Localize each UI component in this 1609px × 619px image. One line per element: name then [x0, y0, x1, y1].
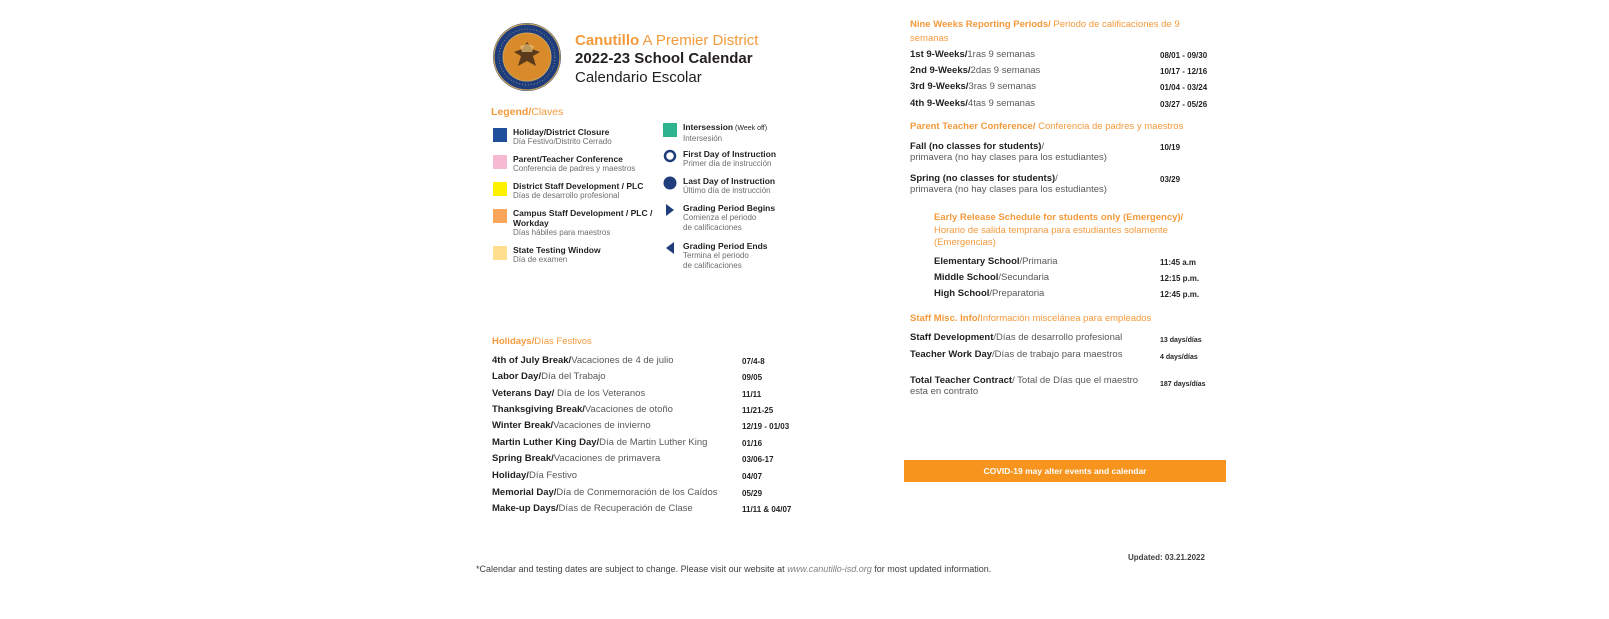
holiday-row: Martin Luther King Day/Día de Martin Luther King — [492, 437, 708, 448]
holiday-row: Labor Day/Día del Trabajo — [492, 371, 606, 382]
holiday-row: Make-up Days/Días de Recuperación de Clase — [492, 503, 693, 514]
ptc-title: Parent Teacher Conference/ Conferencia de padres y maestros — [910, 121, 1184, 132]
website-link[interactable]: www.canutillo-isd.org — [787, 564, 872, 574]
district-tagline: A Premier District — [639, 32, 759, 49]
nine-weeks-title-cont: semanas — [910, 33, 949, 44]
pink-square-icon — [493, 155, 507, 169]
nine-weeks-dates: 03/27 - 05/26 — [1160, 100, 1208, 109]
holiday-row: Memorial Day/Día de Conmemoración de los Caídos — [492, 487, 718, 498]
legend-item-campus-staff-dev: Campus Staff Development / PLC / Workday Días hábiles para maestros — [493, 208, 663, 238]
holiday-row: 4th of July Break/Vacaciones de 4 de julio — [492, 355, 674, 366]
ptc-row-spring: Spring (no classes for students)/ primavera (no hay clases para los estudiantes) — [910, 173, 1107, 195]
nine-weeks-row: 3rd 9-Weeks/3ras 9 semanas — [910, 81, 1037, 92]
holiday-date: 05/29 — [742, 489, 763, 498]
covid-notice-bar — [904, 460, 1226, 482]
teal-square-icon — [663, 123, 677, 137]
holidays-title: Holidays/Días Festivos — [492, 336, 592, 347]
holiday-date: 03/06-17 — [742, 455, 774, 464]
staff-misc-row: Teacher Work Day/Días de trabajo para maestros — [910, 349, 1123, 360]
light-yellow-square-icon — [493, 246, 507, 260]
legend-item-state-testing: State Testing Window Día de examen — [493, 245, 653, 265]
legend-item-district-staff-dev: District Staff Development / PLC Días de desarrollo profesional — [493, 181, 653, 201]
yellow-square-icon — [493, 182, 507, 196]
calendar-title: 2022-23 School Calendar — [575, 50, 753, 67]
legend-item-parent-teacher: Parent/Teacher Conference Conferencia de padres y maestros — [493, 154, 653, 174]
nine-weeks-row: 4th 9-Weeks/4tas 9 semanas — [910, 98, 1035, 109]
holiday-date: 07/4-8 — [742, 357, 765, 366]
district-seal-logo — [492, 22, 562, 92]
holiday-row: Thanksgiving Break/Vacaciones de otoño — [492, 404, 673, 415]
staff-misc-value: 4 days/días — [1160, 354, 1198, 361]
nine-weeks-row: 1st 9-Weeks/1ras 9 semanas — [910, 49, 1035, 60]
orange-square-icon — [493, 209, 507, 223]
nine-weeks-row: 2nd 9-Weeks/2das 9 semanas — [910, 65, 1041, 76]
nine-weeks-title: Nine Weeks Reporting Periods/ Periodo de calificaciones de 9 — [910, 19, 1180, 30]
teacher-contract-value: 187 days/días — [1160, 381, 1206, 388]
updated-date: Updated: 03.21.2022 — [1128, 553, 1205, 562]
holiday-date: 11/11 & 04/07 — [742, 505, 792, 514]
calendar-subtitle: Calendario Escolar — [575, 69, 702, 86]
holiday-row: Spring Break/Vacaciones de primavera — [492, 453, 661, 464]
staff-misc-title: Staff Misc. Info/Información miscelánea para empleados — [910, 313, 1152, 324]
ptc-row-fall: Fall (no classes for students)/ primavera (no hay clases para los estudiantes) — [910, 141, 1107, 163]
legend-item-grading-ends: Grading Period Ends Termina el periodo de calificaciones — [663, 241, 823, 271]
early-release-row: High School/Preparatoria — [934, 288, 1045, 299]
solid-circle-icon — [663, 176, 677, 190]
ptc-date-fall: 10/19 — [1160, 143, 1181, 152]
holiday-date: 12/19 - 01/03 — [742, 422, 790, 431]
ptc-date-spring: 03/29 — [1160, 175, 1181, 184]
nine-weeks-dates: 01/04 - 03/24 — [1160, 83, 1208, 92]
early-release-time: 11:45 a.m — [1160, 258, 1197, 267]
staff-misc-value: 13 days/días — [1160, 337, 1202, 344]
early-release-title-es2: (Emergencias) — [934, 237, 996, 248]
holiday-row: Winter Break/Vacaciones de invierno — [492, 420, 651, 431]
holiday-date: 11/21-25 — [742, 406, 774, 415]
teacher-contract-row: Total Teacher Contract/ Total de Días que el maestro esta en contrato — [910, 375, 1139, 397]
early-release-row: Middle School/Secundaria — [934, 272, 1050, 283]
legend-item-holiday: Holiday/District Closure Día Festivo/Distrito Cerrado — [493, 127, 653, 147]
holiday-date: 09/05 — [742, 373, 763, 382]
nine-weeks-dates: 08/01 - 09/30 — [1160, 51, 1208, 60]
legend-item-last-day: Last Day of Instruction Último día de instrucción — [663, 176, 823, 196]
left-triangle-icon — [663, 241, 677, 255]
nine-weeks-dates: 10/17 - 12/16 — [1160, 67, 1208, 76]
holiday-date: 01/16 — [742, 439, 763, 448]
holiday-date: 11/11 — [742, 390, 762, 399]
holiday-row: Holiday/Día Festivo — [492, 470, 577, 481]
navy-square-icon — [493, 128, 507, 142]
holiday-row: Veterans Day/ Día de los Veteranos — [492, 388, 646, 399]
early-release-time: 12:45 p.m. — [1160, 290, 1200, 299]
early-release-title: Early Release Schedule for students only (Emergency)/ — [934, 212, 1184, 223]
staff-misc-row: Staff Development/Días de desarrollo profesional — [910, 332, 1123, 343]
early-release-time: 12:15 p.m. — [1160, 274, 1200, 283]
district-name: Canutillo — [575, 32, 640, 49]
legend-item-grading-begins: Grading Period Begins Comienza el periodo de calificaciones — [663, 203, 823, 233]
legend-item-first-day: First Day of Instruction Primer día de instrucción — [663, 149, 823, 169]
legend-item-intersession: Intersession (Week off) Intersesión — [663, 122, 823, 144]
header-district-line — [575, 32, 758, 49]
footer-disclaimer: *Calendar and testing dates are subject to change. Please visit our website at www.canutillo-isd.org for most updated information. — [476, 564, 992, 574]
right-triangle-icon — [663, 203, 677, 217]
ring-circle-icon — [663, 149, 677, 163]
early-release-row: Elementary School/Primaria — [934, 256, 1058, 267]
early-release-title-es: Horario de salida temprana para estudiantes solamente — [934, 225, 1168, 236]
legend-title: Legend/Claves — [491, 106, 564, 118]
covid-notice-text: COVID-19 may alter events and calendar — [983, 466, 1147, 476]
holiday-date: 04/07 — [742, 472, 763, 481]
